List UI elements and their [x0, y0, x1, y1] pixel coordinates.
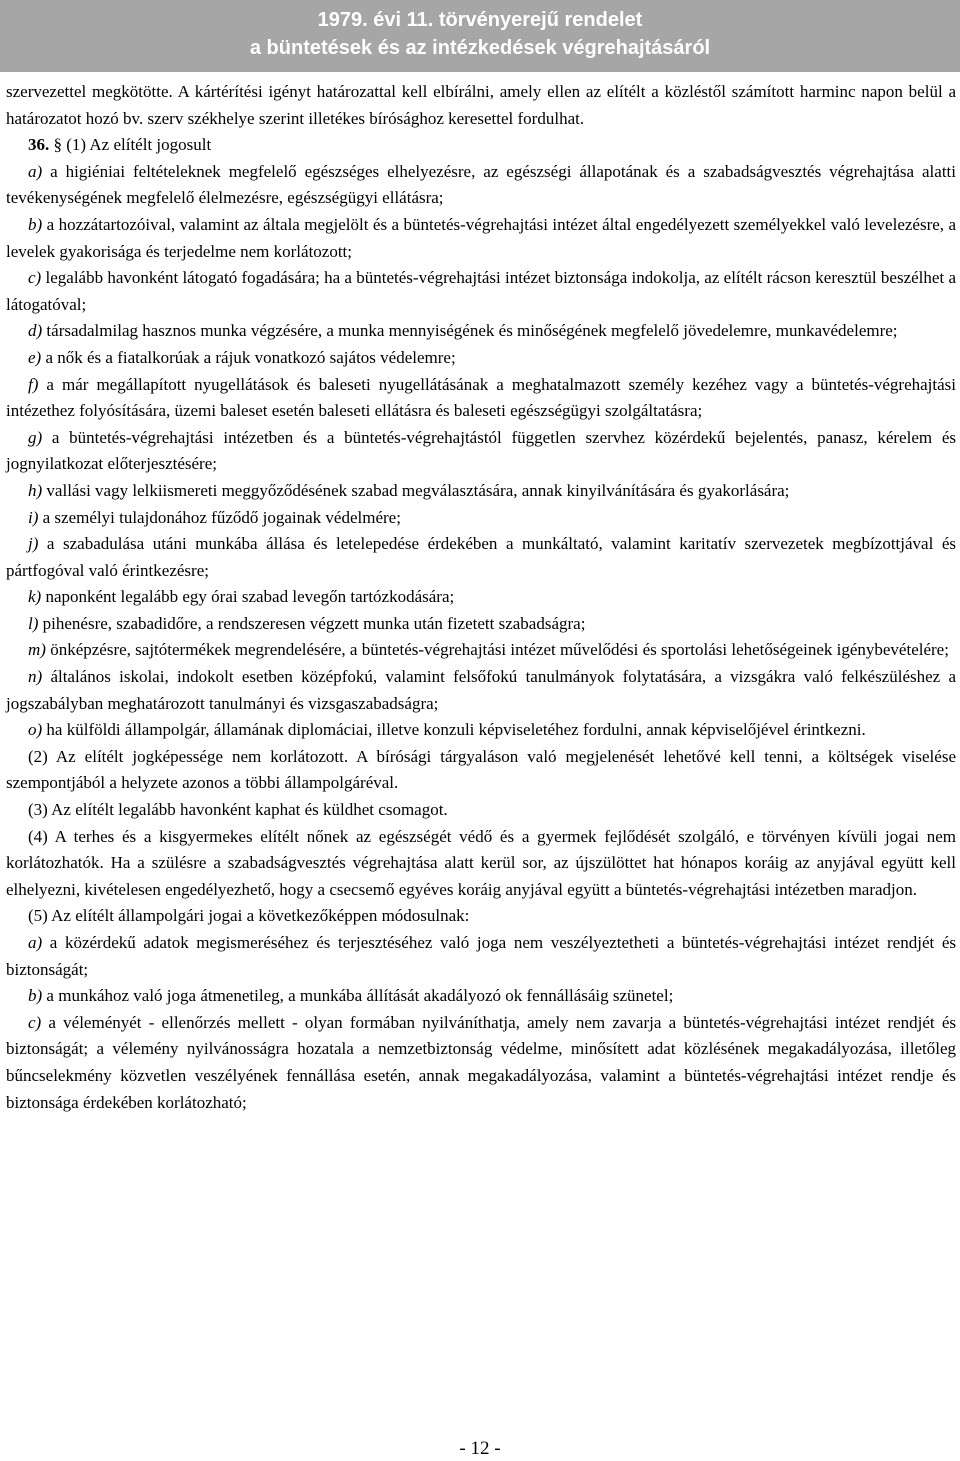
list-item — [6, 584, 956, 611]
list-item — [6, 159, 956, 212]
paragraph-4: (4) A terhes és a kisgyermekes elítélt nőnek az egészségét védő és a gyermek fejlődését szolgáló, e törvényen kívüli jogai nem korlátozhatók. Ha a szülésre a szabadságvesztés végrehajtása alatt kerül sor, az újszülöttet hat hónapos koráig az anyjával együtt kell elhelyezni, kivételesen engedélyezhető, hogy a csecsemő egyéves koráig anyjával együtt a büntetés-végrehajtási intézetben maradjon. — [6, 826, 956, 899]
list-item-text: a személyi tulajdonához fűződő jogainak védelmére; — [42, 507, 401, 527]
list-item — [6, 1010, 956, 1116]
list-item-label: j) — [28, 534, 39, 554]
paragraph-3: (3) Az elítélt legalább havonként kaphat és küldhet csomagot. — [28, 800, 448, 820]
header-title-line1: 1979. évi 11. törvényerejű rendelet — [317, 9, 643, 31]
list-item — [6, 983, 956, 1010]
list-item-text: a közérdekű adatok megismeréséhez és terjesztéséhez való joga nem veszélyeztetheti a büntetés-végrehajtási intézet rendjét és biztonságát; — [6, 933, 956, 979]
paragraph-5: (5) Az elítélt állampolgári jogai a következőképpen módosulnak: — [28, 906, 470, 926]
list-item-label: d) — [28, 321, 43, 341]
list-item-text: ha külföldi állampolgár, államának diplomáciai, illetve konzuli képviseletéhez fordulni, annak képviselőjével érintkezni. — [46, 720, 866, 740]
list-item-label: n) — [28, 667, 43, 687]
list-item — [6, 318, 956, 345]
list-item-text: a véleményét - ellenőrzés mellett - olyan formában nyilváníthatja, amely nem zavarja a büntetés-végrehajtási intézet rendjét és biztonságát; a vélemény nyilvánosságra hozatala a nemzetbiztonság védelme, minősített adat közlésének megakadályozása, illetőleg bűncselekmény közvetlen veszélyének fennállása esetén, annak megakadályozása, valamint a büntetés-végrehajtási intézet rendje és biztonsága érdekében korlátozható; — [6, 1012, 957, 1112]
list-item-label: i) — [28, 507, 39, 527]
list-item — [6, 212, 956, 265]
list-item-label: c) — [28, 268, 42, 288]
section-lead: (1) Az elítélt jogosult — [66, 135, 212, 155]
list-item — [6, 265, 956, 318]
list-item-text: önképzésre, sajtótermékek megrendelésére, a büntetés-végrehajtási intézet művelődési és sportolási lehetőségeinek igénybevételére; — [50, 640, 949, 660]
modified-rights-list — [6, 930, 956, 1116]
list-item-label: b) — [28, 986, 43, 1006]
list-item-label: a) — [28, 933, 43, 952]
document-header — [0, 0, 960, 72]
section-symbol: § — [53, 135, 62, 155]
intro-paragraph: szervezettel megkötötte. A kártérítési igényt határozattal kell elbírálni, amely ellen az elítélt a közléstől számított harminc napon belül a határozatot hozó bv. szerv székhelye szerint illetékes bírósághoz keresettel fordulhat. — [6, 82, 956, 128]
list-item — [6, 637, 956, 664]
list-item — [6, 664, 956, 717]
list-item-label: a) — [28, 161, 43, 181]
list-item-label: c) — [28, 1012, 42, 1032]
list-item-text: általános iskolai, indokolt esetben középfokú, valamint felsőfokú tanulmányok folytatására, a vizsgákra való felkészüléshez a jogszabályban meghatározott tanulmányi és vizsgaszabadságra; — [6, 667, 957, 713]
document-body — [6, 79, 956, 1116]
list-item — [6, 531, 956, 584]
list-item-text: a hozzátartozóival, valamint az általa megjelölt és a büntetés-végrehajtási intézet által engedélyezett személyekkel való levelezésre, a levelek gyakorisága és terjedelme nem korlátozott; — [6, 214, 957, 261]
list-item-label: k) — [28, 587, 42, 607]
list-item — [6, 345, 956, 372]
list-item — [6, 611, 956, 638]
list-item — [6, 930, 956, 983]
list-item — [6, 717, 956, 744]
list-item-text: vallási vagy lelkiismereti meggyőződésének szabad megválasztására, annak kinyilvánítására és gyakorlására; — [46, 480, 790, 500]
list-item-label: m) — [28, 640, 46, 660]
paragraph-2: (2) Az elítélt jogképessége nem korlátozott. A bírósági tárgyaláson való megjelenését lehetővé kell tenni, a költségek viselése szempontjából a helyzete azonos a többi állampolgáréval. — [6, 746, 956, 793]
section-number: 36. — [28, 135, 50, 155]
list-item-text: a büntetés-végrehajtási intézetben és a büntetés-végrehajtástól független szervhez közérdekű bejelentés, panasz, kérelem és jognyilatkozat előterjesztésére; — [6, 427, 956, 474]
list-item — [6, 478, 956, 505]
list-item-text: társadalmilag hasznos munka végzésére, a munka mennyiségének és minőségének megfelelő jövedelemre, munkavédelemre; — [46, 321, 898, 341]
header-title-line2: a büntetések és az intézkedések végrehajtásáról — [249, 37, 711, 59]
list-item-label: f) — [28, 374, 39, 394]
list-item-label: h) — [28, 480, 43, 500]
list-item-text: naponként legalább egy órai szabad levegőn tartózkodására; — [45, 587, 455, 607]
list-item-text: pihenésre, szabadidőre, a rendszeresen végzett munka után fizetett szabadságra; — [42, 613, 586, 633]
list-item — [6, 372, 956, 425]
list-item — [6, 505, 956, 532]
section-36-heading — [6, 132, 956, 159]
list-item-label: o) — [28, 720, 43, 740]
list-item-text: a szabadulása utáni munkába állása és letelepedése érdekében a munkáltató, valamint karitatív szervezetek megbízottjával és pártfogóval való érintkezésre; — [6, 534, 956, 580]
list-item-text: a munkához való joga átmenetileg, a munkába állítását akadályozó ok fennállásáig szünetel; — [46, 986, 674, 1006]
list-item-label: l) — [28, 613, 39, 633]
list-item-label: b) — [28, 214, 43, 234]
list-item-text: a higiéniai feltételeknek megfelelő egészséges elhelyezésre, az egészségi állapotának és a szabadságvesztés végrehajtása alatti tevékenységének megfelelő élelmezésre, egészségügyi ellátásra; — [6, 161, 956, 208]
list-item-label: g) — [28, 427, 43, 447]
page-number: - 12 - — [459, 1438, 501, 1459]
list-item — [6, 425, 956, 478]
list-item-text: a nők és a fiatalkorúak a rájuk vonatkozó sajátos védelemre; — [45, 347, 456, 367]
list-item-text: legalább havonként látogató fogadására; ha a büntetés-végrehajtási intézet biztonsága indokolja, az elítélt rácson keresztül beszélhet a látogatóval; — [6, 268, 956, 314]
list-item-text: a már megállapított nyugellátások és baleseti nyugellátásának a meghatalmazott személy kezéhez vagy a büntetés-végrehajtási intézethez folyósítására, üzemi baleset esetén baleseti ellátásra és baleseti egészségügyi szolgáltatásra; — [6, 374, 956, 421]
list-item-label: e) — [28, 347, 42, 367]
rights-list — [6, 159, 956, 744]
